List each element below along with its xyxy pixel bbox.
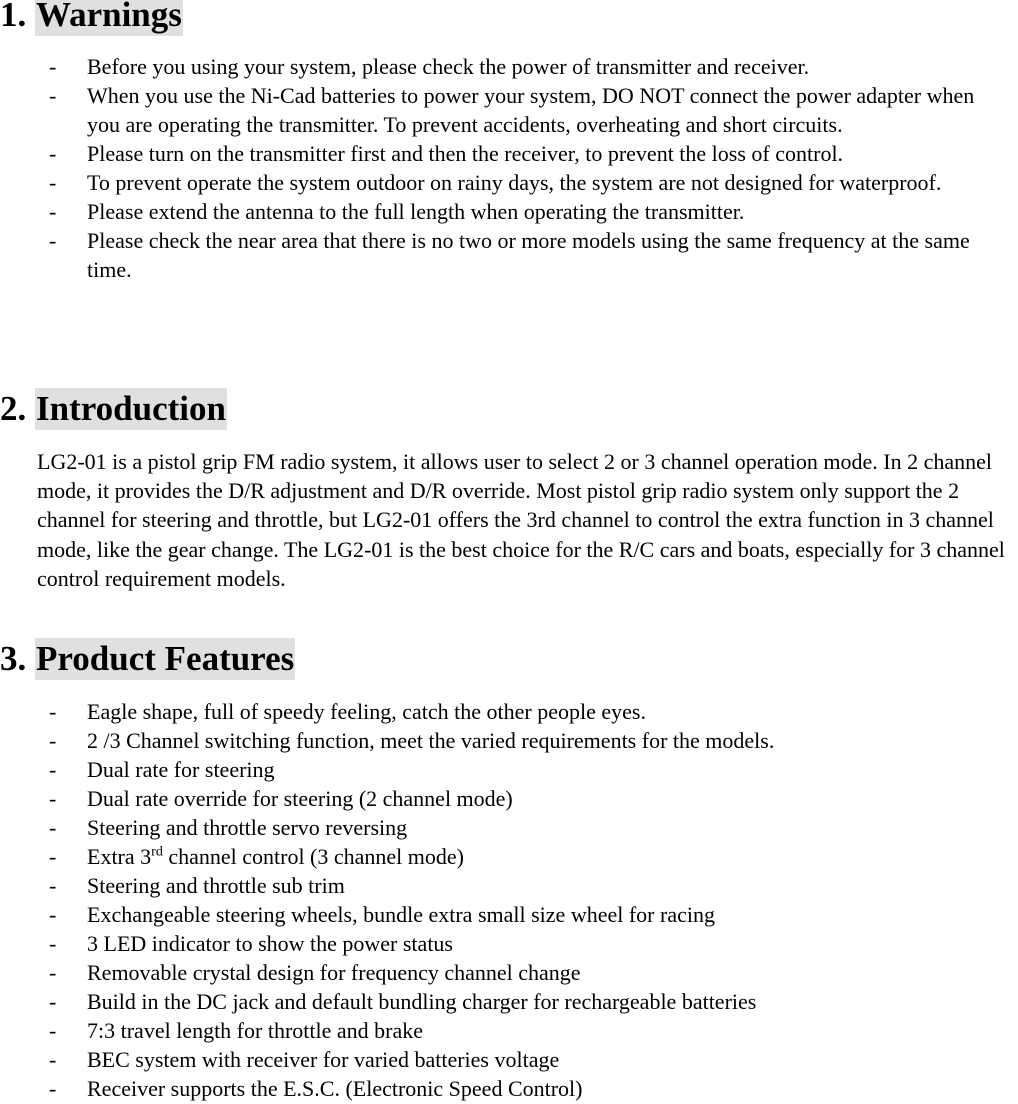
section-number: 3. xyxy=(0,639,27,678)
list-item xyxy=(0,958,1010,987)
bullet-dash: - xyxy=(49,815,57,840)
list-item xyxy=(0,755,1010,784)
list-item-text: Removable crystal design for frequency channel change xyxy=(87,960,581,985)
bullet-dash: - xyxy=(49,141,57,166)
bullet-dash: - xyxy=(49,902,57,927)
section-title: Introduction xyxy=(36,389,226,428)
introduction-paragraph: LG2-01 is a pistol grip FM radio system, it allows user to select 2 or 3 channel operation mode. In 2 channel mode, it provides the D/R adjustment and D/R override. Most pistol grip radio system only support the 2 channel for steering and throttle, but LG2-01 offers the 3rd channel to control the extra function in 3 channel mode, like the gear change. The LG2-01 is the best choice for the R/C cars and boats, especially for 3 channel control requirement models. xyxy=(37,449,1005,591)
bullet-dash: - xyxy=(49,1018,57,1043)
list-item xyxy=(0,987,1010,1016)
list-item xyxy=(0,871,1010,900)
bullet-dash: - xyxy=(49,54,57,79)
list-item-text: 7:3 travel length for throttle and brake xyxy=(87,1018,423,1043)
bullet-dash: - xyxy=(49,757,57,782)
section-title: Warnings xyxy=(35,0,183,36)
list-item-text: Eagle shape, full of speedy feeling, catch the other people eyes. xyxy=(87,699,646,724)
list-item xyxy=(0,52,1010,81)
warnings-list xyxy=(0,52,1010,284)
bullet-dash: - xyxy=(49,1076,57,1101)
list-item-text: Please turn on the transmitter first and then the receiver, to prevent the loss of control. xyxy=(87,141,844,166)
list-item-text: Build in the DC jack and default bundling charger for rechargeable batteries xyxy=(87,989,757,1014)
introduction-heading xyxy=(0,388,227,430)
list-item xyxy=(0,81,1010,139)
list-item-text: To prevent operate the system outdoor on rainy days, the system are not designed for waterproof. xyxy=(87,170,942,195)
list-item xyxy=(0,784,1010,813)
list-item xyxy=(0,1074,1010,1103)
list-item xyxy=(0,929,1010,958)
product-features-heading xyxy=(0,638,295,680)
list-item xyxy=(0,226,1010,284)
bullet-dash: - xyxy=(49,83,57,108)
list-item xyxy=(0,1045,1010,1074)
list-item-text: 2 /3 Channel switching function, meet the varied requirements for the models. xyxy=(87,728,775,753)
list-item-text-after: channel control (3 channel mode) xyxy=(162,844,464,869)
list-item-text: Dual rate override for steering (2 channel mode) xyxy=(87,786,513,811)
list-item-text: 3 LED indicator to show the power status xyxy=(87,931,453,956)
bullet-dash: - xyxy=(49,844,57,869)
list-item-text: Receiver supports the E.S.C. (Electronic Speed Control) xyxy=(87,1076,583,1101)
bullet-dash: - xyxy=(49,699,57,724)
bullet-dash: - xyxy=(49,786,57,811)
list-item xyxy=(0,900,1010,929)
warnings-heading xyxy=(0,0,183,36)
list-item xyxy=(0,1016,1010,1045)
bullet-dash: - xyxy=(49,931,57,956)
bullet-dash: - xyxy=(49,1047,57,1072)
bullet-dash: - xyxy=(49,199,57,224)
list-item-text: Steering and throttle servo reversing xyxy=(87,815,408,840)
bullet-dash: - xyxy=(49,960,57,985)
bullet-dash: - xyxy=(49,728,57,753)
bullet-dash: - xyxy=(49,170,57,195)
list-item-text: Steering and throttle sub trim xyxy=(87,873,345,898)
list-item-text: When you use the Ni-Cad batteries to power your system, DO NOT connect the power adapter when you are operating the transmitter. To prevent accidents, overheating and short circuits. xyxy=(87,83,975,137)
section-number: 2. xyxy=(0,389,27,428)
list-item xyxy=(0,197,1010,226)
list-item-text: Before you using your system, please check the power of transmitter and receiver. xyxy=(87,54,810,79)
section-title: Product Features xyxy=(36,639,295,678)
bullet-dash: - xyxy=(49,989,57,1014)
list-item-text: Please check the near area that there is no two or more models using the same frequency at the same time. xyxy=(87,228,970,282)
list-item-text: Exchangeable steering wheels, bundle extra small size wheel for racing xyxy=(87,902,715,927)
section-number: 1. xyxy=(0,0,27,34)
list-item xyxy=(0,726,1010,755)
bullet-dash: - xyxy=(49,873,57,898)
ordinal-superscript: rd xyxy=(151,844,163,860)
list-item xyxy=(0,842,1010,871)
list-item xyxy=(0,813,1010,842)
list-item-text: Dual rate for steering xyxy=(87,757,275,782)
bullet-dash: - xyxy=(49,228,57,253)
list-item-text: BEC system with receiver for varied batteries voltage xyxy=(87,1047,560,1072)
list-item-text-before: Extra 3 xyxy=(87,844,152,869)
features-list xyxy=(0,697,1010,1103)
list-item xyxy=(0,168,1010,197)
list-item xyxy=(0,697,1010,726)
list-item xyxy=(0,139,1010,168)
list-item-text: Please extend the antenna to the full length when operating the transmitter. xyxy=(87,199,745,224)
